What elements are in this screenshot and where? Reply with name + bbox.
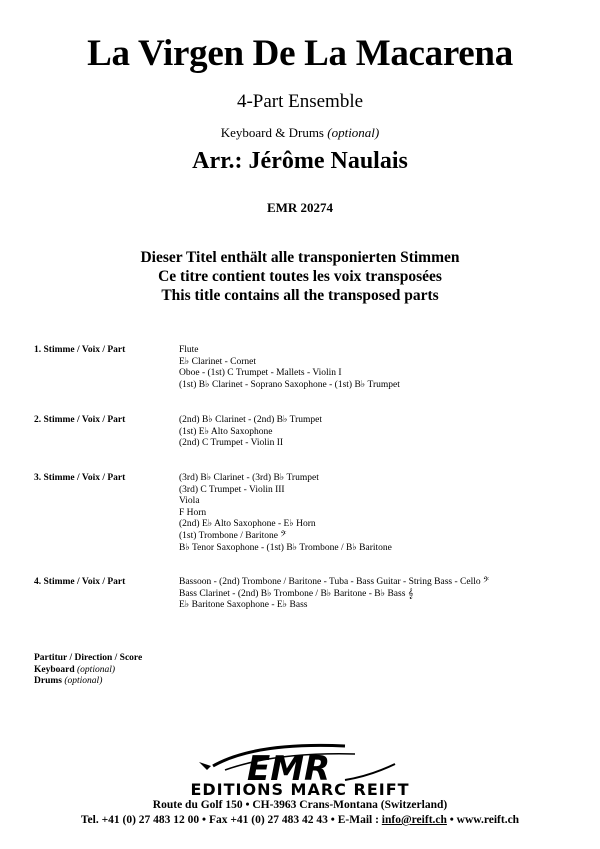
drums-line: [34, 676, 142, 688]
instrumentation-main: Keyboard & Drums: [220, 125, 324, 140]
score-block: [34, 653, 142, 688]
transposed-note-en: This title contains all the transposed parts: [161, 287, 439, 304]
instrument-line: (3rd) C Trumpet - Violin III: [179, 484, 285, 495]
publisher-contact: [0, 814, 600, 826]
instrument-line: Flute: [179, 345, 199, 355]
instrument-line: F Horn: [179, 507, 207, 518]
part-1-label: 1. Stimme / Voix / Part: [34, 345, 126, 355]
arranger-line: Arr.: Jérôme Naulais: [192, 148, 408, 174]
page-title: La Virgen De La Macarena: [87, 33, 513, 74]
instrument-line: (3rd) B♭ Clarinet - (3rd) B♭ Trumpet: [179, 473, 319, 483]
publisher-brand: EDITIONS MARC REIFT: [190, 780, 410, 799]
instrument-line: (2nd) E♭ Alto Saxophone - E♭ Horn: [179, 519, 316, 530]
part-3-label: 3. Stimme / Voix / Part: [34, 473, 126, 483]
transposed-note-fr: Ce titre contient toutes les voix transposées: [158, 268, 442, 285]
instrument-line: E♭ Baritone Saxophone - E♭ Bass: [179, 600, 308, 611]
part-4-label: 4. Stimme / Voix / Part: [34, 577, 126, 587]
instrumentation-optional: (optional): [327, 125, 380, 140]
part-3-instruments: [179, 473, 392, 554]
catalog-number: EMR 20274: [266, 200, 334, 215]
instrument-line: Bass Clarinet - (2nd) B♭ Trombone / B♭ Baritone - B♭ Bass 𝄞: [179, 588, 414, 599]
drums-label: Drums: [34, 676, 62, 687]
part-2-instruments: [179, 415, 322, 450]
contact-website[interactable]: • www.reift.ch: [446, 814, 520, 826]
instrument-line: Oboe - (1st) C Trumpet - Mallets - Violin I: [179, 368, 342, 379]
transposed-note-de: Dieser Titel enthält alle transponierten Stimmen: [140, 249, 460, 266]
part-1-instruments: [179, 345, 400, 391]
instrument-line: (2nd) B♭ Clarinet - (2nd) B♭ Trumpet: [179, 415, 323, 425]
drums-optional: (optional): [64, 676, 103, 687]
instrument-line: Bassoon - (2nd) Trombone / Baritone - Tuba - Bass Guitar - String Bass - Cello 𝄢: [179, 577, 490, 587]
email-link[interactable]: info@reift.ch: [381, 814, 447, 826]
score-label: Partitur / Direction / Score: [34, 653, 143, 663]
keyboard-optional: (optional): [77, 664, 116, 675]
keyboard-line: [34, 665, 142, 677]
instrument-line: (2nd) C Trumpet - Violin II: [179, 438, 284, 449]
part-2-label: 2. Stimme / Voix / Part: [34, 415, 126, 425]
contact-phone-fax: Tel. +41 (0) 27 483 12 00 • Fax +41 (0) 27 483 42 43 • E-Mail :: [80, 814, 382, 826]
ensemble-subtitle: 4-Part Ensemble: [236, 91, 364, 112]
instrument-line: E♭ Clarinet - Cornet: [179, 356, 257, 367]
transposed-note: [0, 248, 600, 305]
keyboard-label: Keyboard: [34, 664, 75, 675]
instrument-line: (1st) E♭ Alto Saxophone: [179, 426, 273, 437]
publisher-address: Route du Golf 150 • CH-3963 Crans-Montana (Switzerland): [152, 799, 448, 811]
part-4-instruments: [179, 577, 489, 612]
instrumentation-line: [0, 125, 600, 141]
instrument-line: B♭ Tenor Saxophone - (1st) B♭ Trombone / B♭ Baritone: [179, 542, 392, 553]
instrument-line: (1st) Trombone / Baritone 𝄢: [179, 530, 287, 541]
logo-text: EMR: [247, 749, 331, 789]
instrument-line: Viola: [179, 496, 200, 507]
instrument-line: (1st) B♭ Clarinet - Soprano Saxophone - (1st) B♭ Trumpet: [179, 379, 400, 390]
